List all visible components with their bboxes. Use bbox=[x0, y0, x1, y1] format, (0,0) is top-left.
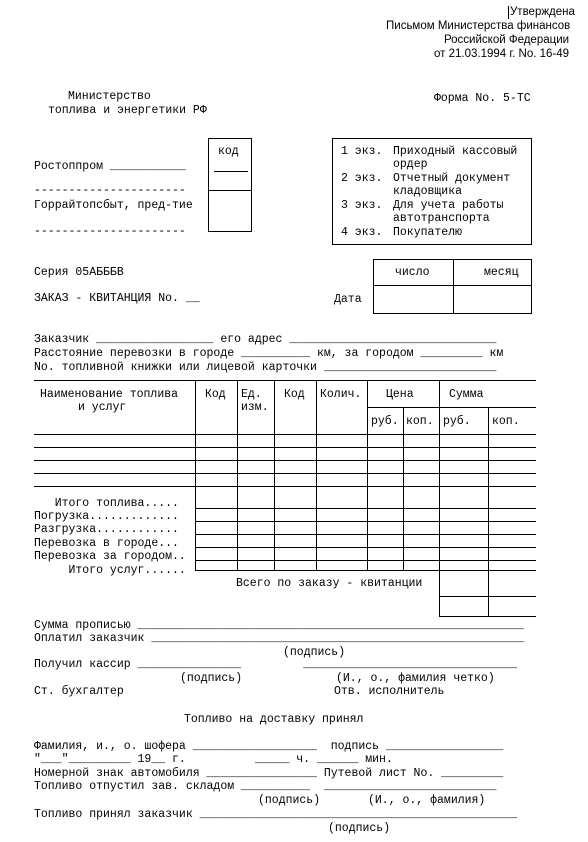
th-name-2: и услуг bbox=[78, 401, 127, 414]
executor-label: Отв. исполнитель bbox=[334, 685, 445, 698]
copy-2-text2: кладовщика bbox=[393, 185, 463, 198]
customer-line: Заказчик _________________ его адрес ______________________________ bbox=[34, 333, 497, 346]
th-qty: Колич. bbox=[320, 388, 362, 401]
row-loading: Погрузка............. bbox=[34, 510, 179, 523]
code-box-divider bbox=[208, 190, 252, 191]
date-day-label: число bbox=[395, 266, 430, 279]
approval-mark bbox=[508, 6, 509, 19]
col-line-sum bbox=[439, 380, 440, 616]
approval-line-3: Российской Федерации bbox=[444, 34, 570, 46]
chief-accountant-label: Ст. бухгалтер bbox=[34, 685, 124, 698]
copy-1-text2: ордер bbox=[393, 158, 428, 171]
cashier-name-caption: (И., о., фамилия четко) bbox=[336, 672, 495, 685]
released-line: Топливо отпустил зав. складом __________ _________________________ bbox=[34, 780, 497, 793]
series: Серия 05АБББВ bbox=[34, 266, 124, 279]
org-dash-2: ---------------------- bbox=[34, 225, 186, 238]
th-price-kop: коп. bbox=[406, 415, 434, 428]
date-label: Дата bbox=[334, 293, 362, 306]
th-kod2: Код bbox=[284, 388, 305, 401]
th-sum-kop: коп. bbox=[492, 415, 520, 428]
driver-line: Фамилия, и., о. шофера __________________ подпись _________________ bbox=[34, 740, 504, 753]
copy-2-text: Отчетный документ bbox=[393, 172, 511, 185]
delivery-date-line: "___"_________ 19__ г. _____ ч. ______ мин. bbox=[34, 753, 393, 766]
col-line-kod bbox=[195, 380, 196, 570]
form-number: Форма No. 5-ТС bbox=[434, 92, 531, 105]
th-unit: Ед. bbox=[241, 388, 262, 401]
accepted-line: Топливо принял заказчик ______________________________________________ bbox=[34, 808, 518, 821]
sum-in-words-line: Сумма прописью ________________________________________________________ bbox=[34, 619, 524, 632]
approval-line-4: от 21.03.1994 г. No. 16-49 bbox=[434, 48, 570, 60]
approval-line-1: Утверждена bbox=[510, 6, 575, 18]
code-underline bbox=[214, 171, 248, 172]
table-top bbox=[34, 380, 536, 381]
row-line bbox=[195, 521, 536, 522]
distance-line: Расстояние перевозки в городе __________ км, за городом _________ км bbox=[34, 347, 504, 360]
copy-3-num: 3 экз. bbox=[341, 199, 383, 212]
code-label: код bbox=[218, 145, 239, 158]
row-line bbox=[195, 547, 536, 548]
row-transport-city: Перевозка в городе... bbox=[34, 537, 179, 550]
row-line bbox=[195, 570, 536, 571]
order-title: ЗАКАЗ - КВИТАНЦИЯ No. __ bbox=[34, 292, 200, 305]
row-total-fuel: Итого топлива..... bbox=[34, 497, 179, 510]
ministry-line-1: Министерство bbox=[68, 90, 151, 103]
row-line bbox=[34, 447, 536, 448]
org-dash-1: ---------------------- bbox=[34, 184, 186, 197]
copy-3-text: Для учета работы bbox=[393, 199, 504, 212]
total-line-bottom bbox=[439, 616, 536, 617]
row-line bbox=[34, 460, 536, 461]
th-sum: Сумма bbox=[449, 388, 484, 401]
paid-sign-caption: (подпись) bbox=[283, 646, 346, 659]
row-line bbox=[34, 434, 536, 435]
copy-1-num: 1 экз. bbox=[341, 145, 383, 158]
copy-1-text: Приходный кассовый bbox=[393, 145, 518, 158]
gorraytopsbyt-line: Горрайтопсбыт, пред-тие bbox=[34, 199, 193, 212]
date-month-label: месяц bbox=[484, 266, 519, 279]
ministry-line-2: топлива и энергетики РФ bbox=[48, 104, 207, 117]
col-line-price bbox=[367, 380, 368, 570]
th-sum-rub: руб. bbox=[443, 415, 471, 428]
th-kod: Код bbox=[205, 388, 226, 401]
order-total-label: Всего по заказу - квитанции bbox=[236, 577, 423, 590]
copy-2-num: 2 экз. bbox=[341, 172, 383, 185]
cashier-line: Получил кассир _______________ _______________________________ bbox=[34, 658, 518, 671]
fuel-book-line: No. топливной книжки или лицевой карточки _________________________ bbox=[34, 361, 497, 374]
cashier-sign-caption: (подпись) bbox=[180, 672, 243, 685]
row-line bbox=[34, 486, 536, 487]
approval-line-2: Письмом Министерства финансов bbox=[386, 20, 571, 32]
released-name-caption: (И., о., фамилия) bbox=[368, 794, 486, 807]
col-line-sum-kop bbox=[488, 408, 489, 616]
row-line bbox=[34, 473, 536, 474]
delivery-title: Топливо на доставку принял bbox=[184, 713, 364, 726]
row-line bbox=[195, 508, 536, 509]
th-unit-2: изм. bbox=[241, 401, 269, 414]
date-box-vdivider bbox=[453, 259, 454, 314]
row-transport-outside: Перевозка за городом.. bbox=[34, 550, 186, 563]
copy-3-text2: автотранспорта bbox=[393, 212, 490, 225]
th-name: Наименование топлива bbox=[40, 388, 179, 401]
col-line-price-kop bbox=[403, 408, 404, 570]
col-line-kod2 bbox=[274, 380, 275, 570]
paid-by-customer-line: Оплатил заказчик ______________________________________________________ bbox=[34, 632, 524, 645]
th-price-rub: руб. bbox=[371, 415, 399, 428]
col-line-unit bbox=[237, 380, 238, 570]
row-unloading: Разгрузка............ bbox=[34, 523, 179, 536]
col-line-qty bbox=[316, 380, 317, 570]
row-line bbox=[195, 534, 536, 535]
row-line bbox=[195, 560, 536, 561]
plate-line: Номерной знак автомобиля ________________ Путевой лист No. _________ bbox=[34, 767, 504, 780]
th-price: Цена bbox=[386, 388, 414, 401]
copy-4-text: Покупателю bbox=[393, 226, 463, 239]
subheader-line bbox=[367, 407, 536, 408]
released-sign-caption: (подпись) bbox=[258, 794, 321, 807]
row-total-services: Итого услуг...... bbox=[34, 564, 186, 577]
rostopprom-line: Ростоппром ___________ bbox=[34, 160, 186, 173]
total-line bbox=[439, 596, 536, 597]
accepted-sign-caption: (подпись) bbox=[328, 822, 391, 835]
copy-4-num: 4 экз. bbox=[341, 226, 383, 239]
